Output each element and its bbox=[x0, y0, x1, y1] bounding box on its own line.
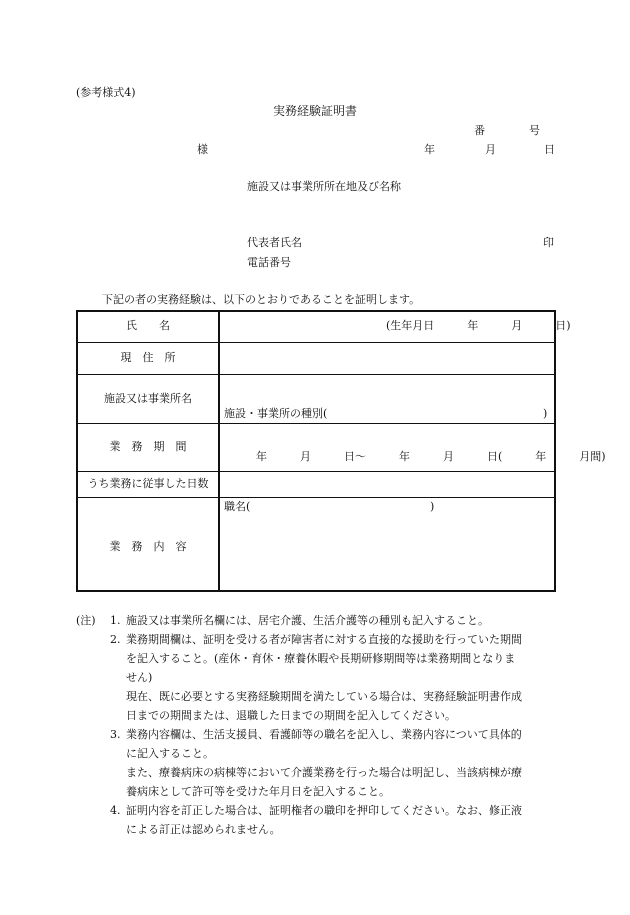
note-line: また、療養病床の病棟等において介護業務を行った場合は明記し、当該病棟が療 bbox=[126, 766, 522, 779]
facility-type-close: ) bbox=[543, 407, 548, 420]
facility-name-label: 施設又は事業所名 bbox=[104, 392, 192, 405]
note-item bbox=[110, 725, 561, 801]
note-line: 施設又は事業所名欄には、居宅介護、生活介護等の種別も記入すること。 bbox=[126, 614, 489, 627]
note-line: 養病床として許可等を受けた年月日を記入すること。 bbox=[126, 785, 390, 798]
row-divider bbox=[76, 423, 556, 424]
note-line: 日までの期間または、退職した日までの期間を記入してください。 bbox=[126, 709, 456, 722]
note-line: による訂正は認められません。 bbox=[126, 823, 281, 836]
note-number: 3. bbox=[110, 728, 121, 741]
date-year: 年 bbox=[424, 143, 435, 156]
birth-date-field: (生年月日 年 月 日) bbox=[386, 319, 571, 332]
note-line: 現在、既に必要とする実務経験期間を満たしている場合は、実務経験証明書作成 bbox=[126, 690, 522, 703]
date-month: 月 bbox=[485, 143, 496, 156]
note-number: 4. bbox=[110, 804, 121, 817]
note-item bbox=[110, 630, 561, 725]
seal-mark: 印 bbox=[543, 236, 554, 249]
notes-section bbox=[76, 611, 561, 839]
document-title: 実務経験証明書 bbox=[272, 104, 357, 118]
row-divider bbox=[76, 374, 556, 375]
row-divider bbox=[76, 497, 556, 498]
addressee-suffix: 様 bbox=[197, 143, 208, 156]
representative-label: 代表者氏名 bbox=[247, 236, 302, 249]
note-number: 1. bbox=[110, 614, 121, 627]
job-title-field: 職名( bbox=[224, 500, 251, 513]
note-number: 2. bbox=[110, 633, 121, 646]
job-title-close: ) bbox=[430, 500, 435, 513]
facility-type-field: 施設・事業所の種別( bbox=[224, 407, 328, 420]
note-line: 証明内容を訂正した場合は、証明権者の職印を押印してください。なお、修正液 bbox=[126, 804, 522, 817]
note-item bbox=[110, 611, 561, 630]
phone-label: 電話番号 bbox=[247, 256, 291, 269]
notes-heading: (注) bbox=[76, 614, 96, 627]
row-divider bbox=[76, 471, 556, 472]
note-line: 業務期間欄は、証明を受ける者が障害者に対する直接的な援助を行っていた期間 bbox=[126, 633, 522, 646]
note-item bbox=[110, 801, 561, 839]
note-line: に記入すること。 bbox=[126, 747, 214, 760]
facility-address-label: 施設又は事業所所在地及び名称 bbox=[247, 180, 401, 193]
address-label: 現 住 所 bbox=[120, 351, 176, 364]
note-line: せん) bbox=[126, 671, 153, 684]
document-number-label: 番 号 bbox=[474, 124, 540, 137]
working-days-label: うち業務に従事した日数 bbox=[87, 477, 209, 490]
column-divider bbox=[218, 310, 220, 592]
period-field: 年 月 日〜 年 月 日( 年 月間) bbox=[256, 450, 606, 463]
row-divider bbox=[76, 342, 556, 343]
certification-statement: 下記の者の実務経験は、以下のとおりであることを証明します。 bbox=[102, 293, 421, 306]
note-line: 業務内容欄は、生活支援員、看護師等の職名を記入し、業務内容について具体的 bbox=[126, 728, 522, 741]
period-label: 業 務 期 間 bbox=[109, 440, 187, 453]
note-line: を記入すること。(産休・育休・療養休暇や長期研修期間等は業務期間となりま bbox=[126, 652, 516, 665]
name-label: 氏 名 bbox=[126, 319, 170, 332]
job-content-label: 業 務 内 容 bbox=[109, 540, 187, 553]
form-label: (参考様式4) bbox=[76, 86, 136, 99]
notes-list bbox=[76, 611, 561, 839]
date-day: 日 bbox=[544, 143, 555, 156]
